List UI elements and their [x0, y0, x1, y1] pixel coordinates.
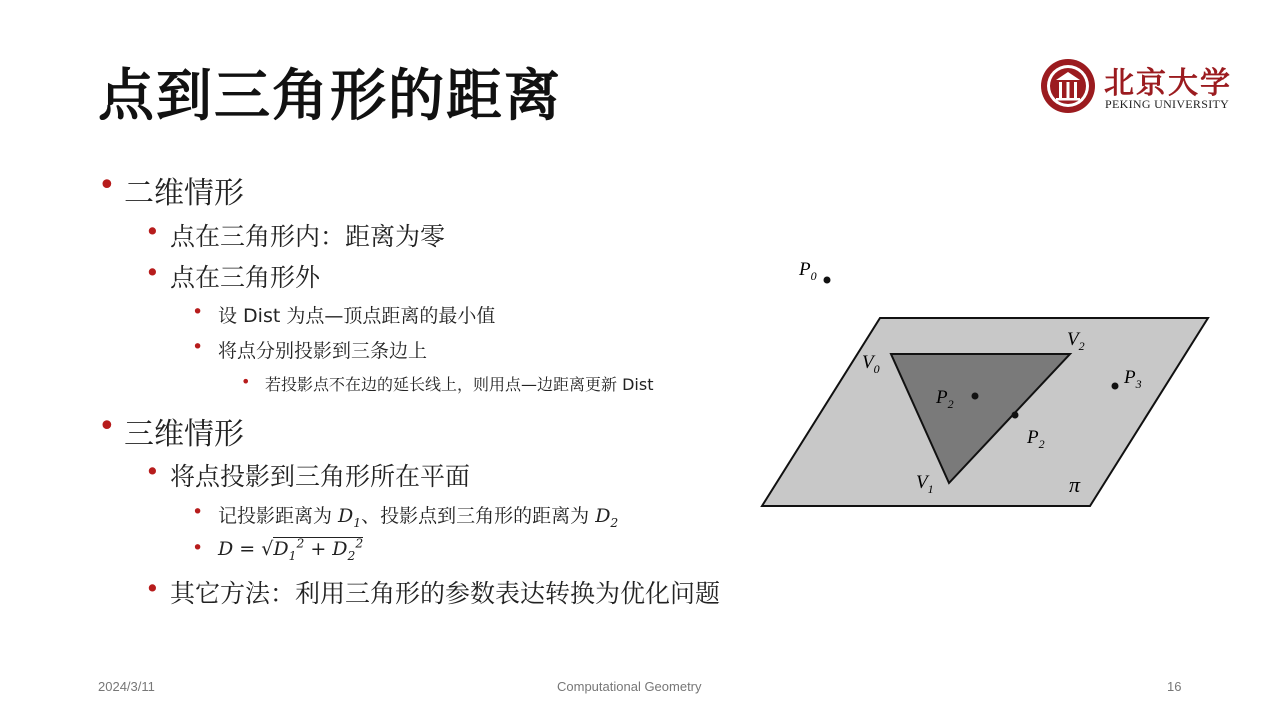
- logo-chinese-name: 北京大学: [1104, 66, 1232, 101]
- list-item: [192, 336, 427, 363]
- label-v2: $V_2$: [1067, 329, 1085, 353]
- footer-page-number: 16: [1167, 679, 1182, 694]
- label-p2-edge: $P_2$: [1027, 427, 1045, 451]
- list-item-text: 点在三角形内：距离为零: [170, 222, 446, 251]
- list-item-text: 点在三角形外: [170, 263, 321, 292]
- bullet-icon: •: [145, 457, 160, 486]
- label-pi: π: [1069, 472, 1081, 497]
- bullet-icon: •: [145, 258, 160, 287]
- list-item-text: 设 Dist 为点—顶点距离的最小值: [218, 305, 496, 327]
- list-item-text: 记投影距离为 $D_1$、投影点到三角形的距离为 $D_2$: [218, 505, 619, 530]
- list-item: [241, 372, 653, 395]
- list-item: [98, 168, 244, 212]
- logo-english-name: PEKING UNIVERSITY: [1105, 97, 1230, 111]
- label-p0: $P_0$: [799, 259, 817, 283]
- label-p2-inside: $P_2$: [936, 387, 954, 411]
- point-p0: [824, 277, 831, 284]
- slide-title: 点到三角形的距离: [98, 64, 562, 129]
- list-item-text: 将点分别投影到三条边上: [218, 340, 428, 362]
- bullet-icon: •: [98, 409, 116, 444]
- footer-date: 2024/3/11: [98, 679, 155, 694]
- list-item: [192, 537, 363, 563]
- list-item: [145, 258, 320, 294]
- bullet-icon: •: [192, 336, 204, 358]
- list-item-text: 二维情形: [124, 176, 244, 211]
- bullet-icon: •: [192, 301, 204, 323]
- bullet-icon: •: [145, 574, 160, 603]
- list-item-text: 三维情形: [124, 417, 244, 452]
- university-seal-icon: [1040, 58, 1096, 114]
- bullet-icon: •: [145, 217, 160, 246]
- list-item: [98, 409, 244, 453]
- footer-course: Computational Geometry: [557, 679, 702, 694]
- point-p3: [1112, 383, 1119, 390]
- list-item-text: 将点投影到三角形所在平面: [170, 462, 471, 491]
- triangle-projection-diagram: [756, 255, 1216, 515]
- label-v1: $V_1$: [916, 472, 934, 496]
- list-item-text: 若投影点不在边的延长线上，则用点—边距离更新 Dist: [265, 375, 654, 394]
- bullet-icon: •: [98, 168, 116, 203]
- list-item: [145, 574, 720, 610]
- list-item-text: 其它方法：利用三角形的参数表达转换为优化问题: [170, 579, 721, 608]
- list-item: [192, 501, 618, 530]
- point-p2-inside: [972, 393, 979, 400]
- point-p2-edge: [1012, 412, 1019, 419]
- formula: $D = √D_1^2 + D_2^2$: [218, 537, 364, 564]
- list-item: [145, 457, 470, 493]
- label-p3: $P_3$: [1124, 367, 1142, 391]
- bullet-icon: •: [192, 501, 204, 523]
- university-logo: [1040, 58, 1240, 114]
- bullet-icon: •: [192, 537, 204, 559]
- list-item: [145, 217, 445, 253]
- label-v0: $V_0$: [862, 352, 880, 376]
- list-item: [192, 301, 495, 328]
- bullet-icon: •: [241, 372, 251, 391]
